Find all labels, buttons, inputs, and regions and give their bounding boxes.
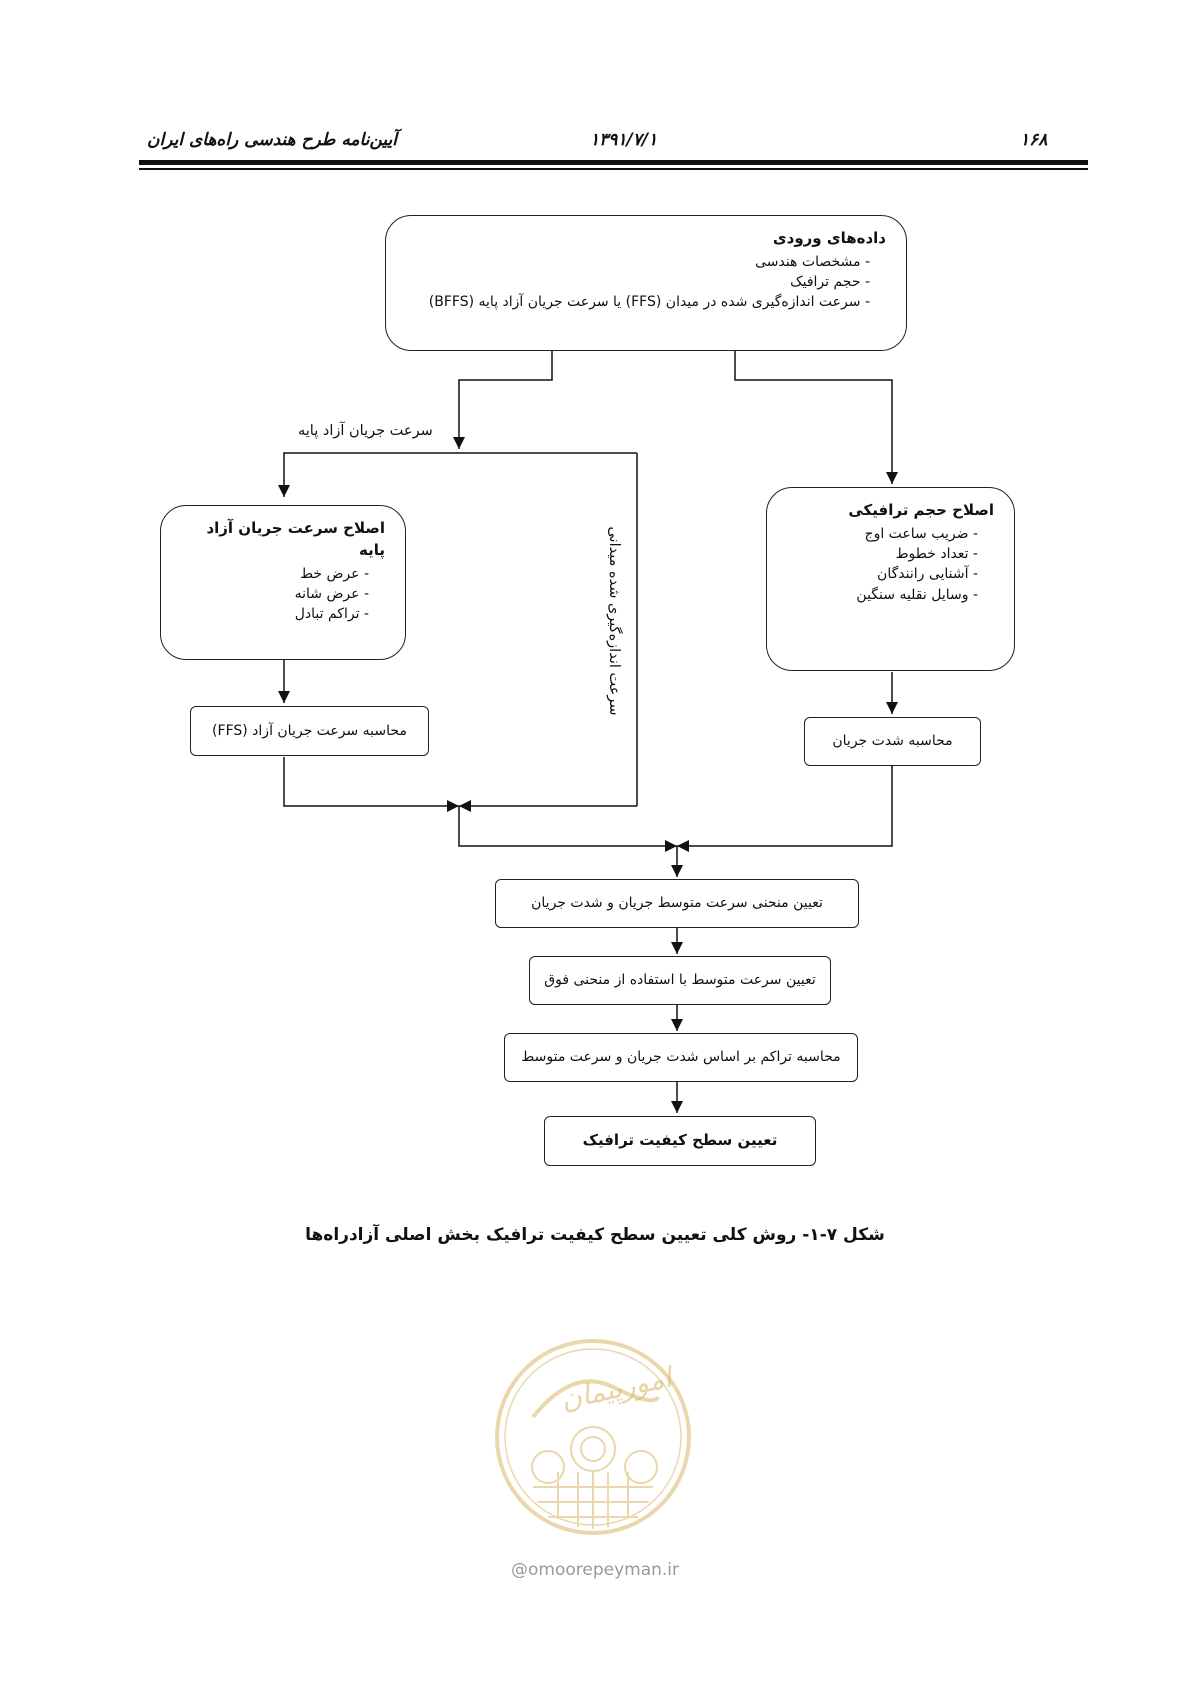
traffic-volume-correction-title: اصلاح حجم ترافیکی: [848, 501, 994, 519]
input-item-volume: - حجم ترافیک: [790, 274, 870, 291]
header-date: ۱۳۹۱/۷/۱: [590, 130, 658, 150]
input-data-box: [385, 215, 907, 351]
connector-left-merge-down: [459, 806, 677, 846]
correction-item-peak-hour-factor: - ضریب ساعت اوج: [864, 525, 978, 542]
calc-ffs-box: محاسبه سرعت جریان آزاد (FFS): [190, 706, 429, 756]
correction-item-lane-width: - عرض خط: [300, 565, 369, 582]
base-speed-correction-title: اصلاح سرعت جریان آزاد پایه: [206, 519, 385, 559]
step-average-speed-box: تعیین سرعت متوسط با استفاده از منحنی فوق: [529, 956, 831, 1005]
correction-item-driver-familiarity: - آشنایی رانندگان: [877, 566, 978, 583]
calc-flow-rate-box: محاسبه شدت جریان: [804, 717, 981, 766]
header-book-title: آیین‌نامه طرح هندسی راه‌های ایران: [147, 130, 397, 150]
step-level-of-service-box: تعیین سطح کیفیت ترافیک: [544, 1116, 816, 1166]
connector-input-to-left: [459, 350, 552, 449]
step-density-box: محاسبه تراکم بر اساس شدت جریان و سرعت متوسط: [504, 1033, 858, 1082]
page-number: ۱۶۸: [1020, 130, 1048, 150]
watermark-logo-text: امورپیمان: [557, 1360, 675, 1417]
connector-ffs-to-merge: [284, 757, 459, 806]
traffic-volume-correction-box: [766, 487, 1015, 671]
connector-base-speed-loop: [284, 453, 637, 497]
label-base-free-flow-speed: سرعت جریان آزاد پایه: [298, 423, 433, 439]
correction-item-heavy-vehicles: - وسایل نقلیه سنگین: [856, 586, 978, 603]
label-measured-field-speed: سرعت اندازه‌گیری شده میدانی: [606, 526, 622, 716]
input-data-title: داده‌های ورودی: [772, 229, 886, 247]
watermark-url: @omoorepeyman.ir: [510, 1560, 680, 1580]
step-speed-flow-curve-box: تعیین منحنی سرعت متوسط جریان و شدت جریان: [495, 879, 859, 928]
figure-caption: شکل ۷-۱- روش کلی تعیین سطح کیفیت ترافیک بخش اصلی آزادراه‌ها: [305, 1225, 885, 1245]
correction-item-shoulder-width: - عرض شانه: [294, 585, 369, 602]
correction-item-number-of-lanes: - تعداد خطوط: [895, 546, 978, 563]
connector-flow-to-merge: [677, 765, 892, 846]
input-item-geometry: - مشخصات هندسی: [755, 253, 870, 270]
correction-item-interchange-density: - تراکم تبادل: [294, 606, 369, 623]
connector-input-to-right: [735, 350, 892, 484]
input-item-speed: - سرعت اندازه‌گیری شده در میدان (FFS) یا سرعت جریان آزاد پایه (BFFS): [428, 294, 870, 311]
base-speed-correction-box: [160, 505, 406, 660]
